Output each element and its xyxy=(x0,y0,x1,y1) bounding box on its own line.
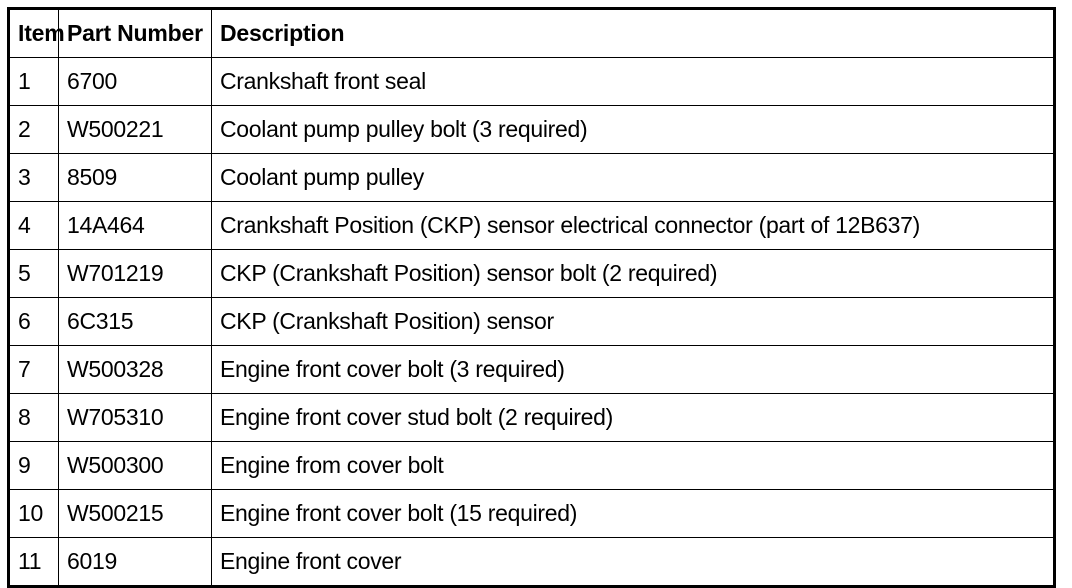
cell-item: 7 xyxy=(9,346,59,394)
cell-description: CKP (Crankshaft Position) sensor xyxy=(212,298,1055,346)
cell-item: 5 xyxy=(9,250,59,298)
cell-item: 11 xyxy=(9,538,59,587)
table-row xyxy=(9,394,1055,442)
cell-part-number: W500215 xyxy=(59,490,212,538)
table-row xyxy=(9,202,1055,250)
cell-description: Crankshaft Position (CKP) sensor electrical connector (part of 12B637) xyxy=(212,202,1055,250)
cell-description: Engine front cover bolt (15 required) xyxy=(212,490,1055,538)
cell-part-number: W500300 xyxy=(59,442,212,490)
header-row xyxy=(9,9,1055,58)
cell-item: 3 xyxy=(9,154,59,202)
cell-item: 9 xyxy=(9,442,59,490)
cell-part-number: 6700 xyxy=(59,58,212,106)
cell-description: Engine front cover xyxy=(212,538,1055,587)
table-row xyxy=(9,490,1055,538)
cell-item: 2 xyxy=(9,106,59,154)
cell-item: 6 xyxy=(9,298,59,346)
parts-table xyxy=(7,7,1056,588)
cell-description: CKP (Crankshaft Position) sensor bolt (2 required) xyxy=(212,250,1055,298)
cell-description: Coolant pump pulley xyxy=(212,154,1055,202)
cell-description: Engine front cover bolt (3 required) xyxy=(212,346,1055,394)
cell-description: Engine front cover stud bolt (2 required) xyxy=(212,394,1055,442)
cell-description: Crankshaft front seal xyxy=(212,58,1055,106)
header-part-number: Part Number xyxy=(59,9,212,58)
cell-part-number: 6019 xyxy=(59,538,212,587)
table-row xyxy=(9,442,1055,490)
cell-part-number: 6C315 xyxy=(59,298,212,346)
cell-part-number: W500221 xyxy=(59,106,212,154)
cell-item: 10 xyxy=(9,490,59,538)
cell-description: Engine from cover bolt xyxy=(212,442,1055,490)
table-row xyxy=(9,538,1055,587)
header-item: Item xyxy=(9,9,59,58)
table-row xyxy=(9,154,1055,202)
table-row xyxy=(9,106,1055,154)
cell-part-number: W500328 xyxy=(59,346,212,394)
cell-description: Coolant pump pulley bolt (3 required) xyxy=(212,106,1055,154)
table-row xyxy=(9,58,1055,106)
cell-item: 4 xyxy=(9,202,59,250)
cell-part-number: 14A464 xyxy=(59,202,212,250)
cell-part-number: W705310 xyxy=(59,394,212,442)
table-row xyxy=(9,346,1055,394)
header-description: Description xyxy=(212,9,1055,58)
cell-part-number: 8509 xyxy=(59,154,212,202)
table-row xyxy=(9,298,1055,346)
table-header xyxy=(9,9,1055,58)
table-row xyxy=(9,250,1055,298)
table-body xyxy=(9,58,1055,587)
cell-item: 1 xyxy=(9,58,59,106)
cell-part-number: W701219 xyxy=(59,250,212,298)
cell-item: 8 xyxy=(9,394,59,442)
